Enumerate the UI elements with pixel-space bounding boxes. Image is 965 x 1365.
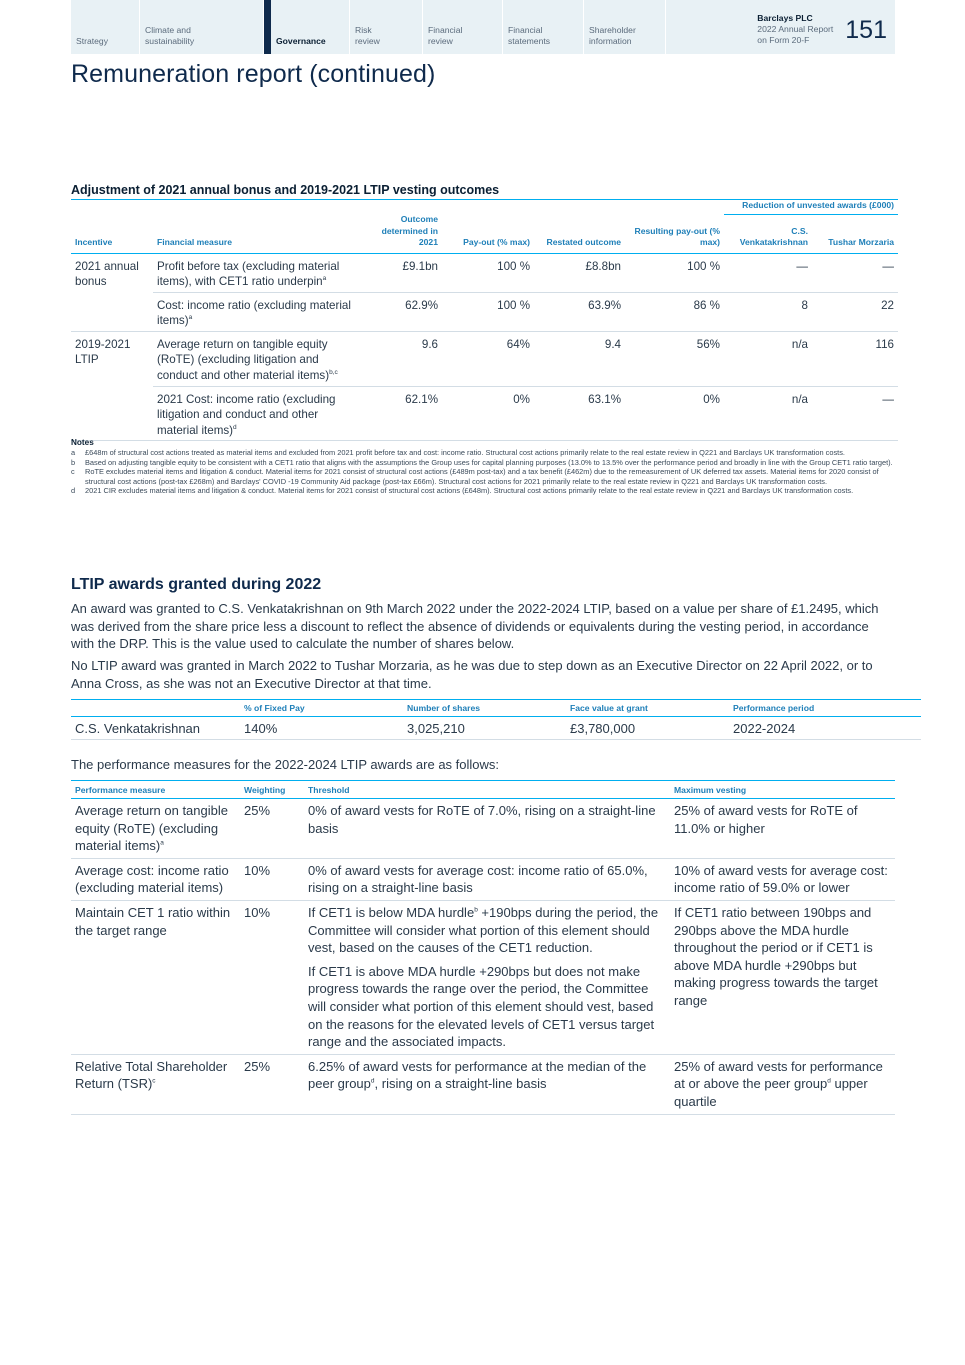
threshold-cell: 6.25% of award vests for performance at the median of the peer group$^d$, rising on a straight-line basis: [304, 1054, 670, 1114]
nav-tab-financial-statements[interactable]: Financial statements: [503, 0, 584, 54]
restated-cell: 9.4: [534, 331, 625, 386]
notes-heading: Notes: [71, 438, 94, 447]
note-letter: a: [71, 448, 76, 458]
csv-cell: n/a: [724, 386, 812, 441]
footnote-ref: a: [322, 275, 327, 283]
table-row: [71, 1054, 895, 1114]
footnote-ref: a: [160, 839, 164, 847]
report-info: [666, 0, 895, 54]
col-fixed-pay: % of Fixed Pay: [240, 700, 403, 717]
outcome-cell: £9.1bn: [358, 253, 442, 292]
weighting-cell: 25%: [240, 799, 304, 859]
payout-cell: 0%: [442, 386, 534, 441]
restated-cell: £8.8bn: [534, 253, 625, 292]
threshold-cell: [304, 900, 670, 1054]
nav-tab-financial-review[interactable]: Financial review: [423, 0, 503, 54]
table-row: [71, 292, 898, 331]
col-performance-period: Performance period: [729, 700, 921, 717]
max-vesting-cell: 10% of award vests for average cost: income ratio of 59.0% or lower: [670, 858, 895, 900]
resulting-cell: 0%: [625, 386, 724, 441]
company-info: [757, 13, 833, 46]
max-vesting-cell: 25% of award vests for RoTE of 11.0% or higher: [670, 799, 895, 859]
tm-cell: 116: [812, 331, 898, 386]
csv-cell: n/a: [724, 331, 812, 386]
resulting-cell: 100 %: [625, 253, 724, 292]
nav-tab-shareholder-information[interactable]: Shareholder information: [584, 0, 666, 54]
table-row: [71, 331, 898, 386]
footnote-ref: b,c: [329, 369, 338, 377]
csv-cell: —: [724, 253, 812, 292]
measure-cell: Cost: income ratio (excluding material items)$^a$: [153, 292, 358, 331]
report-name: 2022 Annual Report: [757, 24, 834, 34]
measure-cell: Average return on tangible equity (RoTE) (excluding litigation and conduct and other material items)$^{b,c}$: [153, 331, 358, 386]
ltip-section-title: LTIP awards granted during 2022: [71, 576, 322, 593]
table-row: [71, 900, 895, 1054]
table-row: [71, 858, 895, 900]
table-row: [71, 717, 921, 740]
measure-cell: Maintain CET 1 ratio within the target range: [71, 900, 240, 1054]
grant-table: [71, 699, 921, 740]
payout-cell: 100 %: [442, 253, 534, 292]
measures-intro: The performance measures for the 2022-2024 LTIP awards are as follows:: [71, 757, 500, 772]
incentive-cell: 2019-2021 LTIP: [71, 331, 153, 441]
ltip-paragraph-1: An award was granted to C.S. Venkatakrishnan on 9th March 2022 under the 2022-2024 LTIP, based on a value per share of £1.2495, which was derived from the share price less a discount to reflect the absence of dividends or equivalents during the vesting period, in accordance with the DRP. This is the value used to calculate the number of shares below.: [71, 601, 879, 652]
csv-cell: 8: [724, 292, 812, 331]
threshold-paragraph: If CET1 is above MDA hurdle +290bps but does not make progress towards the range over the period, the Committee will consider what portion of this element should vest, based on the reasons for the elevated levels of CET1 versus target range and the associated impacts.: [308, 963, 655, 1050]
table-row: [71, 253, 898, 292]
grant-shares: 3,025,210: [403, 717, 566, 740]
col-maximum-vesting: Maximum vesting: [670, 781, 895, 799]
col-name: [71, 700, 240, 717]
col-face-value: Face value at grant: [566, 700, 729, 717]
nav-tab-strategy[interactable]: Strategy: [71, 0, 140, 54]
col-resulting-payout: Resulting pay-out (% max): [625, 214, 724, 253]
note-item: [71, 448, 895, 457]
page-number: 151: [845, 16, 887, 44]
note-item: [71, 458, 895, 467]
restated-cell: 63.1%: [534, 386, 625, 441]
weighting-cell: 10%: [240, 900, 304, 1054]
adjustment-section-title: Adjustment of 2021 annual bonus and 2019-2021 LTIP vesting outcomes: [71, 183, 500, 197]
note-text: Based on adjusting tangible equity to be consistent with a CET1 ratio that aligns with the assumptions the Group uses for capital planning purposes (13.0% to 13.5% over the performance period and broadly in line with the Group CET1 ratio target).: [85, 457, 893, 467]
tm-cell: —: [812, 386, 898, 441]
table-row: [71, 386, 898, 441]
footnote-ref: a: [188, 314, 193, 322]
weighting-cell: 25%: [240, 1054, 304, 1114]
col-incentive: Incentive: [71, 214, 153, 253]
outcome-cell: 62.9%: [358, 292, 442, 331]
resulting-cell: 56%: [625, 331, 724, 386]
payout-cell: 64%: [442, 331, 534, 386]
page-title: Remuneration report (continued): [71, 60, 436, 88]
adjustment-table: [71, 200, 898, 441]
col-weighting: Weighting: [240, 781, 304, 799]
note-letter: c: [71, 467, 75, 477]
threshold-cell: 0% of award vests for RoTE of 7.0%, rising on a straight-line basis: [304, 799, 670, 859]
footnote-ref: b: [474, 906, 478, 914]
grant-name: C.S. Venkatakrishnan: [71, 717, 240, 740]
footnote-ref: c: [152, 1077, 156, 1085]
outcome-cell: 9.6: [358, 331, 442, 386]
grant-face-value: £3,780,000: [566, 717, 729, 740]
company-name: Barclays PLC: [757, 13, 813, 23]
measure-cell: Average return on tangible equity (RoTE) (excluding material items)$^a$: [71, 799, 240, 859]
note-text: RoTE excludes material items and litigation & conduct. Material items for 2021 consist of structural cost actions (£489m post-tax) and a tax benefit (£462m) due to the remeasurement of UK deferred tax assets. Material items for 2020 consist of structural cost actions (post-tax £268m) and Barclays' COVID -19 Community Aid package (post-tax £66m). Structural cost actions for 2021 primarily relate to the real estate review in Q221 and Barclays UK transformation costs.: [85, 467, 879, 486]
threshold-paragraph: If CET1 is below MDA hurdle$^b$ +190bps during the period, the Committee will consider what portion of this element should vest, based on the causes of the CET1 reduction.: [308, 904, 659, 956]
resulting-cell: 86 %: [625, 292, 724, 331]
measure-cell: Relative Total Shareholder Return (TSR)$^c$: [71, 1054, 240, 1114]
note-item: [71, 486, 895, 495]
nav-tab-climate[interactable]: Climate and sustainability: [140, 0, 264, 54]
performance-measures-table: [71, 780, 895, 1115]
weighting-cell: 10%: [240, 858, 304, 900]
grant-fixed-pay: 140%: [240, 717, 403, 740]
measure-cell: Profit before tax (excluding material items), with CET1 ratio underpin$^a$: [153, 253, 358, 292]
note-item: [71, 467, 895, 486]
payout-cell: 100 %: [442, 292, 534, 331]
footnote-ref: d: [827, 1077, 831, 1085]
grant-period: 2022-2024: [729, 717, 921, 740]
ltip-paragraph-2: No LTIP award was granted in March 2022 to Tushar Morzaria, as he was due to step down as an Executive Director on 22 April 2022, or to Anna Cross, as she was not an Executive Director at that time.: [71, 658, 873, 691]
footnote-ref: d: [233, 423, 237, 431]
nav-tab-risk-review[interactable]: Risk review: [350, 0, 423, 54]
table-row: [71, 799, 895, 859]
col-morzaria: Tushar Morzaria: [812, 214, 898, 253]
footnote-ref: d: [370, 1077, 375, 1085]
col-performance-measure: Performance measure: [71, 781, 240, 799]
restated-cell: 63.9%: [534, 292, 625, 331]
note-letter: d: [71, 486, 76, 496]
notes: [71, 438, 895, 495]
outcome-cell: 62.1%: [358, 386, 442, 441]
col-threshold: Threshold: [304, 781, 670, 799]
incentive-cell: 2021 annual bonus: [71, 253, 153, 331]
col-number-of-shares: Number of shares: [403, 700, 566, 717]
col-restated: Restated outcome: [534, 214, 625, 253]
measure-cell: 2021 Cost: income ratio (excluding litigation and conduct and other material items)$^d$: [153, 386, 358, 441]
reduction-group-header: Reduction of unvested awards (£000): [724, 200, 898, 214]
col-outcome: Outcome determined in 2021: [358, 214, 442, 253]
col-venkatakrishnan: C.S. Venkatakrishnan: [724, 214, 812, 253]
max-vesting-cell: 25% of award vests for performance at or above the peer group$^d$ upper quartile: [670, 1054, 895, 1114]
tm-cell: —: [812, 253, 898, 292]
note-text: £648m of structural cost actions treated as material items and excluded from 2021 profit before tax and cost: income ratio. Structural cost actions primarily relate to the real estate review in Q221 and Barclays UK transformation costs.: [85, 448, 845, 458]
report-form: on Form 20-F: [757, 35, 810, 45]
col-financial-measure: Financial measure: [153, 214, 358, 253]
top-navigation: [71, 0, 895, 54]
tm-cell: 22: [812, 292, 898, 331]
nav-tab-governance[interactable]: Governance: [264, 0, 350, 54]
max-vesting-cell: If CET1 ratio between 190bps and 290bps above the MDA hurdle throughout the period or if CET1 is above MDA hurdle +290bps but making progress towards the target range: [670, 900, 895, 1054]
col-payout: Pay-out (% max): [442, 214, 534, 253]
note-letter: b: [71, 457, 76, 467]
measure-cell: Average cost: income ratio (excluding material items): [71, 858, 240, 900]
threshold-cell: 0% of award vests for average cost: income ratio of 65.0%, rising on a straight-line basis: [304, 858, 670, 900]
note-text: 2021 CIR excludes material items and litigation & conduct. Material items for 2021 consist of structural cost actions (£648m). Structural cost actions primarily relate to the real estate review in Q221 and Barclays UK transformation costs.: [85, 486, 854, 496]
